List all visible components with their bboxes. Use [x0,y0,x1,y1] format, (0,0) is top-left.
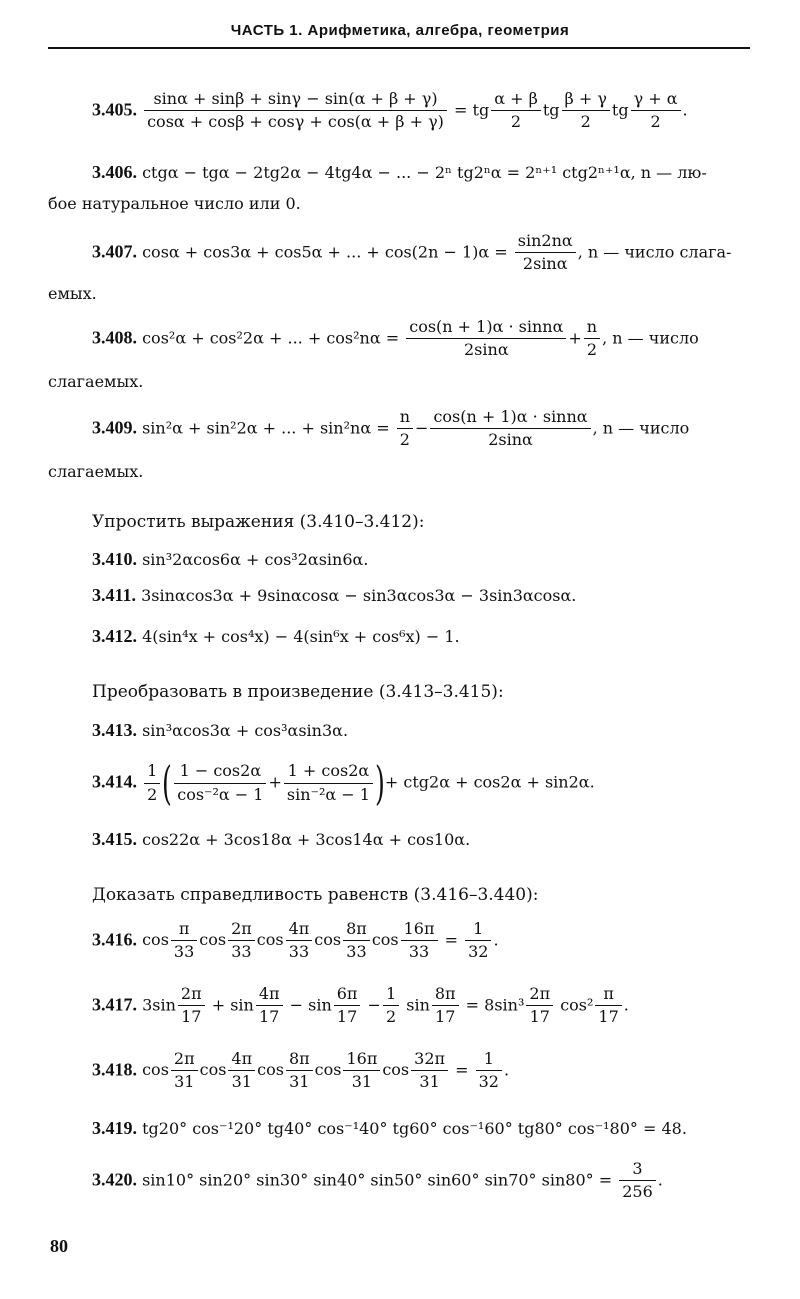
cos-label: cos [256,930,284,950]
numerator: 8π [286,1050,313,1071]
problem-number: 3.420. [92,1169,137,1190]
numerator: 3 [619,1160,656,1181]
tg: tg [611,100,629,120]
section-heading-simplify: Упростить выражения (3.410–3.412): [92,512,425,532]
fraction [144,90,447,132]
problem-text: 4(sin⁴x + cos⁴x) − 4(sin⁶x + cos⁶x) − 1. [142,627,460,646]
cos-label: cos [382,1060,410,1080]
minus: − [415,418,429,438]
problem-3-413 [92,720,348,741]
denominator: 17 [259,1007,280,1027]
denominator: sin⁻²α − 1 [286,784,370,804]
numerator: 4π [228,1050,255,1071]
problem-number: 3.408. [92,327,137,348]
problem-3-414 [92,756,595,810]
fraction [144,762,160,804]
term: = 8sin³ [465,995,525,1015]
problem-text: sin²α + sin²2α + ... + sin²nα = [142,418,390,438]
section-heading-product: Преобразовать в произведение (3.413–3.415): [92,682,504,702]
problem-number: 3.409. [92,417,137,438]
denominator: 33 [346,942,367,962]
numerator: 8π [343,920,370,941]
left-paren: ( [162,756,173,810]
fraction [406,318,566,360]
numerator: 2π [228,920,255,941]
fraction [383,985,399,1027]
tg: tg [542,100,560,120]
fraction [334,985,361,1027]
denominator: 2sinα [464,340,509,360]
fraction [286,920,313,962]
term: + sin [211,995,254,1015]
problem-number: 3.405. [92,99,137,120]
denominator: 2 [580,112,591,132]
problem-text: ctgα − tgα − 2tg2α − 4tg4α − ... − 2ⁿ tg2ⁿα = 2ⁿ⁺¹ ctg2ⁿ⁺¹α, n — лю- [142,163,707,182]
denominator: 33 [408,942,430,962]
period: . [682,100,688,120]
numerator: 4π [256,985,283,1006]
problem-number: 3.411. [92,585,137,605]
problem-3-408-cont: слагаемых. [48,372,144,391]
denominator: 17 [598,1007,619,1027]
fraction [619,1160,656,1202]
denominator: 2 [399,430,410,450]
fraction [171,920,197,962]
cos-label: cos [199,930,227,950]
numerator: 1 [144,762,160,783]
fraction [256,985,283,1027]
denominator: 17 [181,1007,202,1027]
problem-number: 3.416. [92,929,137,950]
term: sin [406,995,430,1015]
problem-number: 3.417. [92,994,137,1015]
fraction [178,985,205,1027]
section-heading-prove: Доказать справедливость равенств (3.416–3.440): [92,885,539,905]
denominator: 2 [650,112,661,132]
denominator: 256 [622,1182,653,1202]
problem-3-406 [92,162,707,183]
fraction [491,90,541,132]
problem-3-408 [92,318,699,360]
problem-3-418: 3.418. cos $\frac{2\pi}{31}$ cos $\frac{4\pi}{31}$ cos $\frac{8\pi}{31}$ cos $\frac{16\pi}{31}$ cos $\frac{32\pi}{31}$ = $\frac{1}{32}$ . [92,1049,510,1092]
numerator: γ + α [631,90,681,111]
numerator: β + γ [562,90,610,111]
numerator: n [584,318,600,339]
problem-number: 3.418. [92,1059,137,1080]
cos-label: cos [314,930,342,950]
page-number: 80 [50,1236,68,1256]
problem-3-416: 3.416. cos $\frac{\pi}{33}$ cos $\frac{2\pi}{33}$ cos $\frac{4\pi}{33}$ cos $\frac{8\pi}{33}$ cos $\frac{16\pi}{33}$ = $\frac{1}{32}$ . [92,919,499,962]
denominator: 32 [478,1072,499,1092]
numerator: cos(n + 1)α · sinnα [430,408,590,429]
plus: + [268,772,282,792]
numerator: 2π [526,985,553,1006]
denominator: cosα + cosβ + cosγ + cos(α + β + γ) [147,112,444,132]
problem-number: 3.419. [92,1118,137,1138]
numerator: α + β [491,90,541,111]
denominator: 33 [288,942,310,962]
fraction [171,1050,198,1092]
numerator: sin2nα [515,232,576,253]
fraction [562,90,610,132]
problem-tail: , n — число слага- [577,242,732,262]
denominator: 2sinα [488,430,533,450]
denominator: 2 [586,340,598,360]
cos-label: cos [142,1060,169,1080]
numerator: 16π [401,920,438,941]
problem-number: 3.406. [92,162,137,182]
fraction [476,1050,502,1092]
problem-text: cos22α + 3cos18α + 3cos14α + cos10α. [142,830,471,849]
numerator: 2π [171,1050,198,1071]
fraction [343,920,370,962]
term: 3sin [142,995,176,1015]
numerator: 32π [411,1050,448,1071]
numerator: 1 [476,1050,502,1071]
cos-label: cos [314,1060,342,1080]
denominator: 2 [385,1007,397,1027]
fraction [228,920,255,962]
fraction [401,920,438,962]
fraction [411,1050,448,1092]
denominator: 2sinα [522,254,568,274]
term: − sin [289,995,332,1015]
denominator: 31 [231,1072,252,1092]
period: . [623,995,629,1015]
numerator: 16π [343,1050,380,1071]
fraction [343,1050,380,1092]
problem-3-420 [92,1160,663,1202]
fraction [465,920,491,962]
problem-text: sin10° sin20° sin30° sin40° sin50° sin60° sin70° sin80° = [142,1170,613,1190]
fraction [284,762,373,804]
term: cos² [560,995,594,1015]
period: . [657,1170,663,1190]
numerator: 4π [286,920,313,941]
problem-3-407-cont: емых. [48,284,97,303]
problem-3-410 [92,549,368,570]
equals: = tg [454,100,490,120]
cos-label: cos [257,1060,284,1080]
denominator: 31 [174,1072,195,1092]
numerator: π [595,985,621,1006]
problem-3-417 [92,985,629,1027]
numerator: π [171,920,197,941]
problem-number: 3.410. [92,549,137,569]
fraction [228,1050,255,1092]
problem-3-411 [92,585,576,606]
right-paren: ) [374,756,385,810]
problem-text: 3sinαcos3α + 9sinαcosα − sin3αcos3α − 3sin3αcosα. [141,586,577,605]
denominator: cos⁻²α − 1 [177,784,264,804]
denominator: 17 [336,1007,358,1027]
problem-tail: , n — число [602,328,699,348]
fraction [174,762,266,804]
cos-label: cos [199,1060,227,1080]
denominator: 2 [510,112,522,132]
problem-text: sin³αcos3α + cos³αsin3α. [142,721,349,740]
problem-text: cos²α + cos²2α + ... + cos²nα = [142,328,400,348]
fraction [515,232,576,274]
numerator: 1 − cos2α [174,762,266,783]
fraction [286,1050,313,1092]
cos-label: cos [371,930,399,950]
denominator: 31 [419,1072,440,1092]
numerator: sinα + sinβ + sinγ − sin(α + β + γ) [144,90,447,111]
fraction [430,408,590,450]
problem-text: tg20° cos⁻¹20° tg40° cos⁻¹40° tg60° cos⁻¹60° tg80° cos⁻¹80° = 48. [142,1119,687,1138]
denominator: 2 [147,784,158,804]
fraction [526,985,553,1027]
problem-tail: , n — число [592,418,690,438]
denominator: 31 [351,1072,373,1092]
fraction [432,985,459,1027]
numerator: 1 [465,920,491,941]
numerator: 1 + cos2α [284,762,373,783]
fraction [595,985,621,1027]
problem-number: 3.412. [92,626,137,646]
running-header: ЧАСТЬ 1. Арифметика, алгебра, геометрия [230,22,570,39]
numerator: 6π [334,985,361,1006]
problem-3-412 [92,626,460,647]
term: − [367,995,381,1015]
numerator: 1 [383,985,399,1006]
fraction [397,408,413,450]
problem-3-419 [92,1118,687,1139]
cos-label: cos [142,930,169,950]
problem-3-407 [92,232,731,274]
denominator: 33 [231,942,252,962]
problem-tail: + ctg2α + cos2α + sin2α. [384,772,595,792]
denominator: 33 [173,942,195,962]
problem-3-409-cont: слагаемых. [48,462,144,481]
problem-number: 3.414. [92,771,137,792]
problem-3-415 [92,829,470,850]
plus: + [568,328,582,348]
numerator: n [397,408,413,429]
numerator: 8π [432,985,459,1006]
denominator: 17 [529,1007,550,1027]
problem-3-405 [92,90,688,132]
fraction [584,318,600,360]
problem-number: 3.407. [92,241,137,262]
problem-number: 3.415. [92,829,137,849]
denominator: 31 [289,1072,310,1092]
problem-text: cosα + cos3α + cos5α + ... + cos(2n − 1)α = [142,242,508,262]
problem-number: 3.413. [92,720,137,740]
problem-3-409 [92,408,689,450]
fraction [631,90,681,132]
numerator: cos(n + 1)α · sinnα [406,318,566,339]
problem-3-406-cont: бое натуральное число или 0. [48,194,301,213]
problem-text: sin³2αcos6α + cos³2αsin6α. [142,550,369,569]
denominator: 17 [435,1007,456,1027]
denominator: 32 [468,942,489,962]
numerator: 2π [178,985,205,1006]
header-rule [48,47,750,49]
